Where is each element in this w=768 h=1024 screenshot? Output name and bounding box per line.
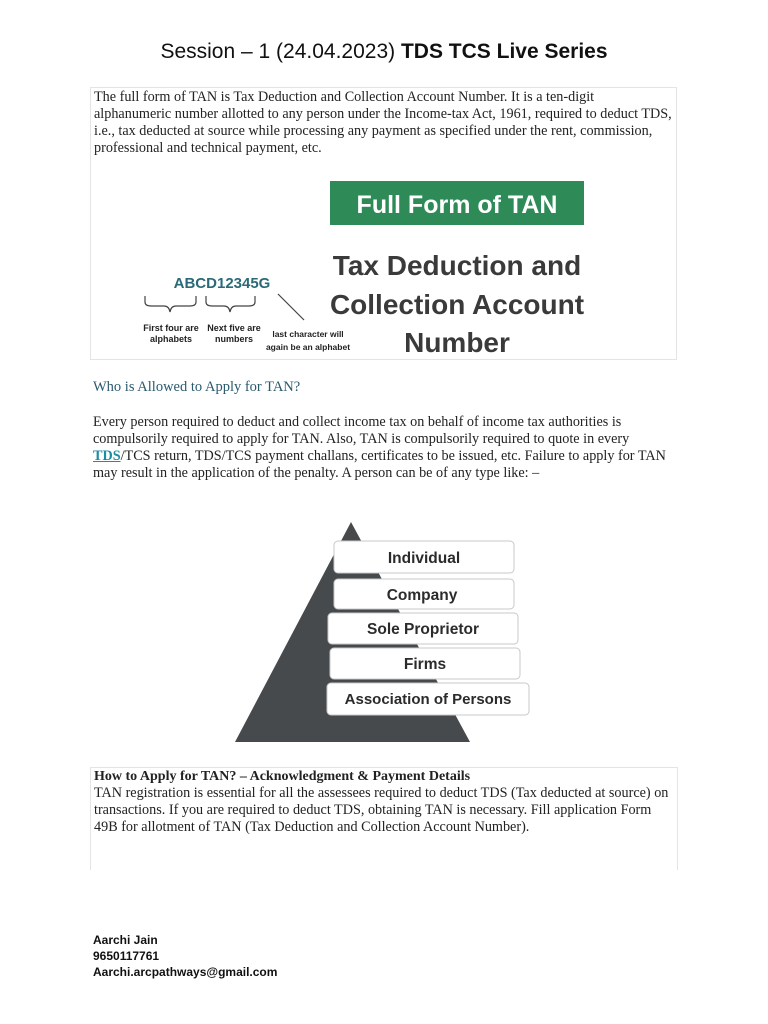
series-label: TDS TCS Live Series bbox=[400, 40, 608, 63]
page-title bbox=[0, 40, 768, 64]
tan-expansion-line1: Tax Deduction and bbox=[332, 250, 582, 281]
tan-expansion-line2: Collection Account bbox=[329, 289, 585, 320]
author-email: Aarchi.arcpathways@gmail.com bbox=[93, 965, 278, 979]
pyramid-item-association bbox=[327, 683, 529, 715]
pyramid-item-company bbox=[334, 579, 514, 609]
label-first-four: First four are alphabets bbox=[143, 323, 199, 344]
tds-link[interactable]: TDS bbox=[93, 448, 121, 464]
intro-paragraph: The full form of TAN is Tax Deduction and Collection Account Number. It is a ten-digit alphanumeric number allotted to any person under the Income-tax Act, 1961, required to deduct TDS, i.e., tax deducted at source while processing any payment as specified under the rent, commission, professional and technical payment, etc. bbox=[94, 89, 672, 156]
pyramid-item-individual bbox=[334, 541, 514, 573]
brace-next-five bbox=[206, 296, 255, 312]
who-paragraph: Every person required to deduct and collect income tax on behalf of income tax authorities is compulsorily required to apply for TAN. Also, TAN is compulsorily required to quote in every TDS/TCS return, TDS/TCS payment challans, certificates to be issued, etc. Failure to apply for TAN may result in the application of the penalty. A person can be of any type like: – bbox=[93, 414, 666, 481]
tan-expansion-line3: Number bbox=[404, 327, 510, 358]
person-types-pyramid bbox=[230, 518, 540, 746]
session-label: Session – 1 (24.04.2023) bbox=[160, 40, 401, 63]
pointer-last-char bbox=[278, 294, 304, 320]
how-to-apply-section bbox=[90, 767, 678, 870]
svg-text:Association of Persons: Association of Persons bbox=[344, 691, 512, 708]
author-phone: 9650117761 bbox=[93, 949, 160, 963]
svg-text:Firms: Firms bbox=[403, 656, 447, 673]
svg-text:Company: Company bbox=[386, 587, 458, 604]
label-next-five: Next five are numbers bbox=[207, 323, 261, 344]
who-heading: Who is Allowed to Apply for TAN? bbox=[93, 379, 301, 395]
how-paragraph: TAN registration is essential for all the assessees required to deduct TDS (Tax deducted at source) on transactions. If you are required to deduct TDS, obtaining TAN is necessary. Fill application Form 49B for allotment of TAN (Tax Deduction and Collection Account Number). bbox=[94, 785, 669, 835]
label-last-char: last character will again be an alphabet bbox=[265, 329, 351, 352]
tan-sample-code: ABCD12345G bbox=[173, 275, 271, 292]
how-heading: How to Apply for TAN? – Acknowledgment & Payment Details bbox=[94, 769, 471, 784]
tan-intro-section bbox=[90, 87, 677, 360]
brace-first-four bbox=[145, 296, 196, 312]
tan-banner-text: Full Form of TAN bbox=[356, 191, 558, 219]
author-name: Aarchi Jain bbox=[93, 933, 158, 947]
author-contact bbox=[93, 932, 277, 980]
pyramid-item-sole-proprietor bbox=[328, 613, 518, 644]
pyramid-item-firms bbox=[330, 648, 520, 679]
svg-text:Sole Proprietor: Sole Proprietor bbox=[367, 621, 479, 638]
tan-full-form-graphic bbox=[91, 88, 678, 361]
svg-text:Individual: Individual bbox=[387, 550, 461, 567]
